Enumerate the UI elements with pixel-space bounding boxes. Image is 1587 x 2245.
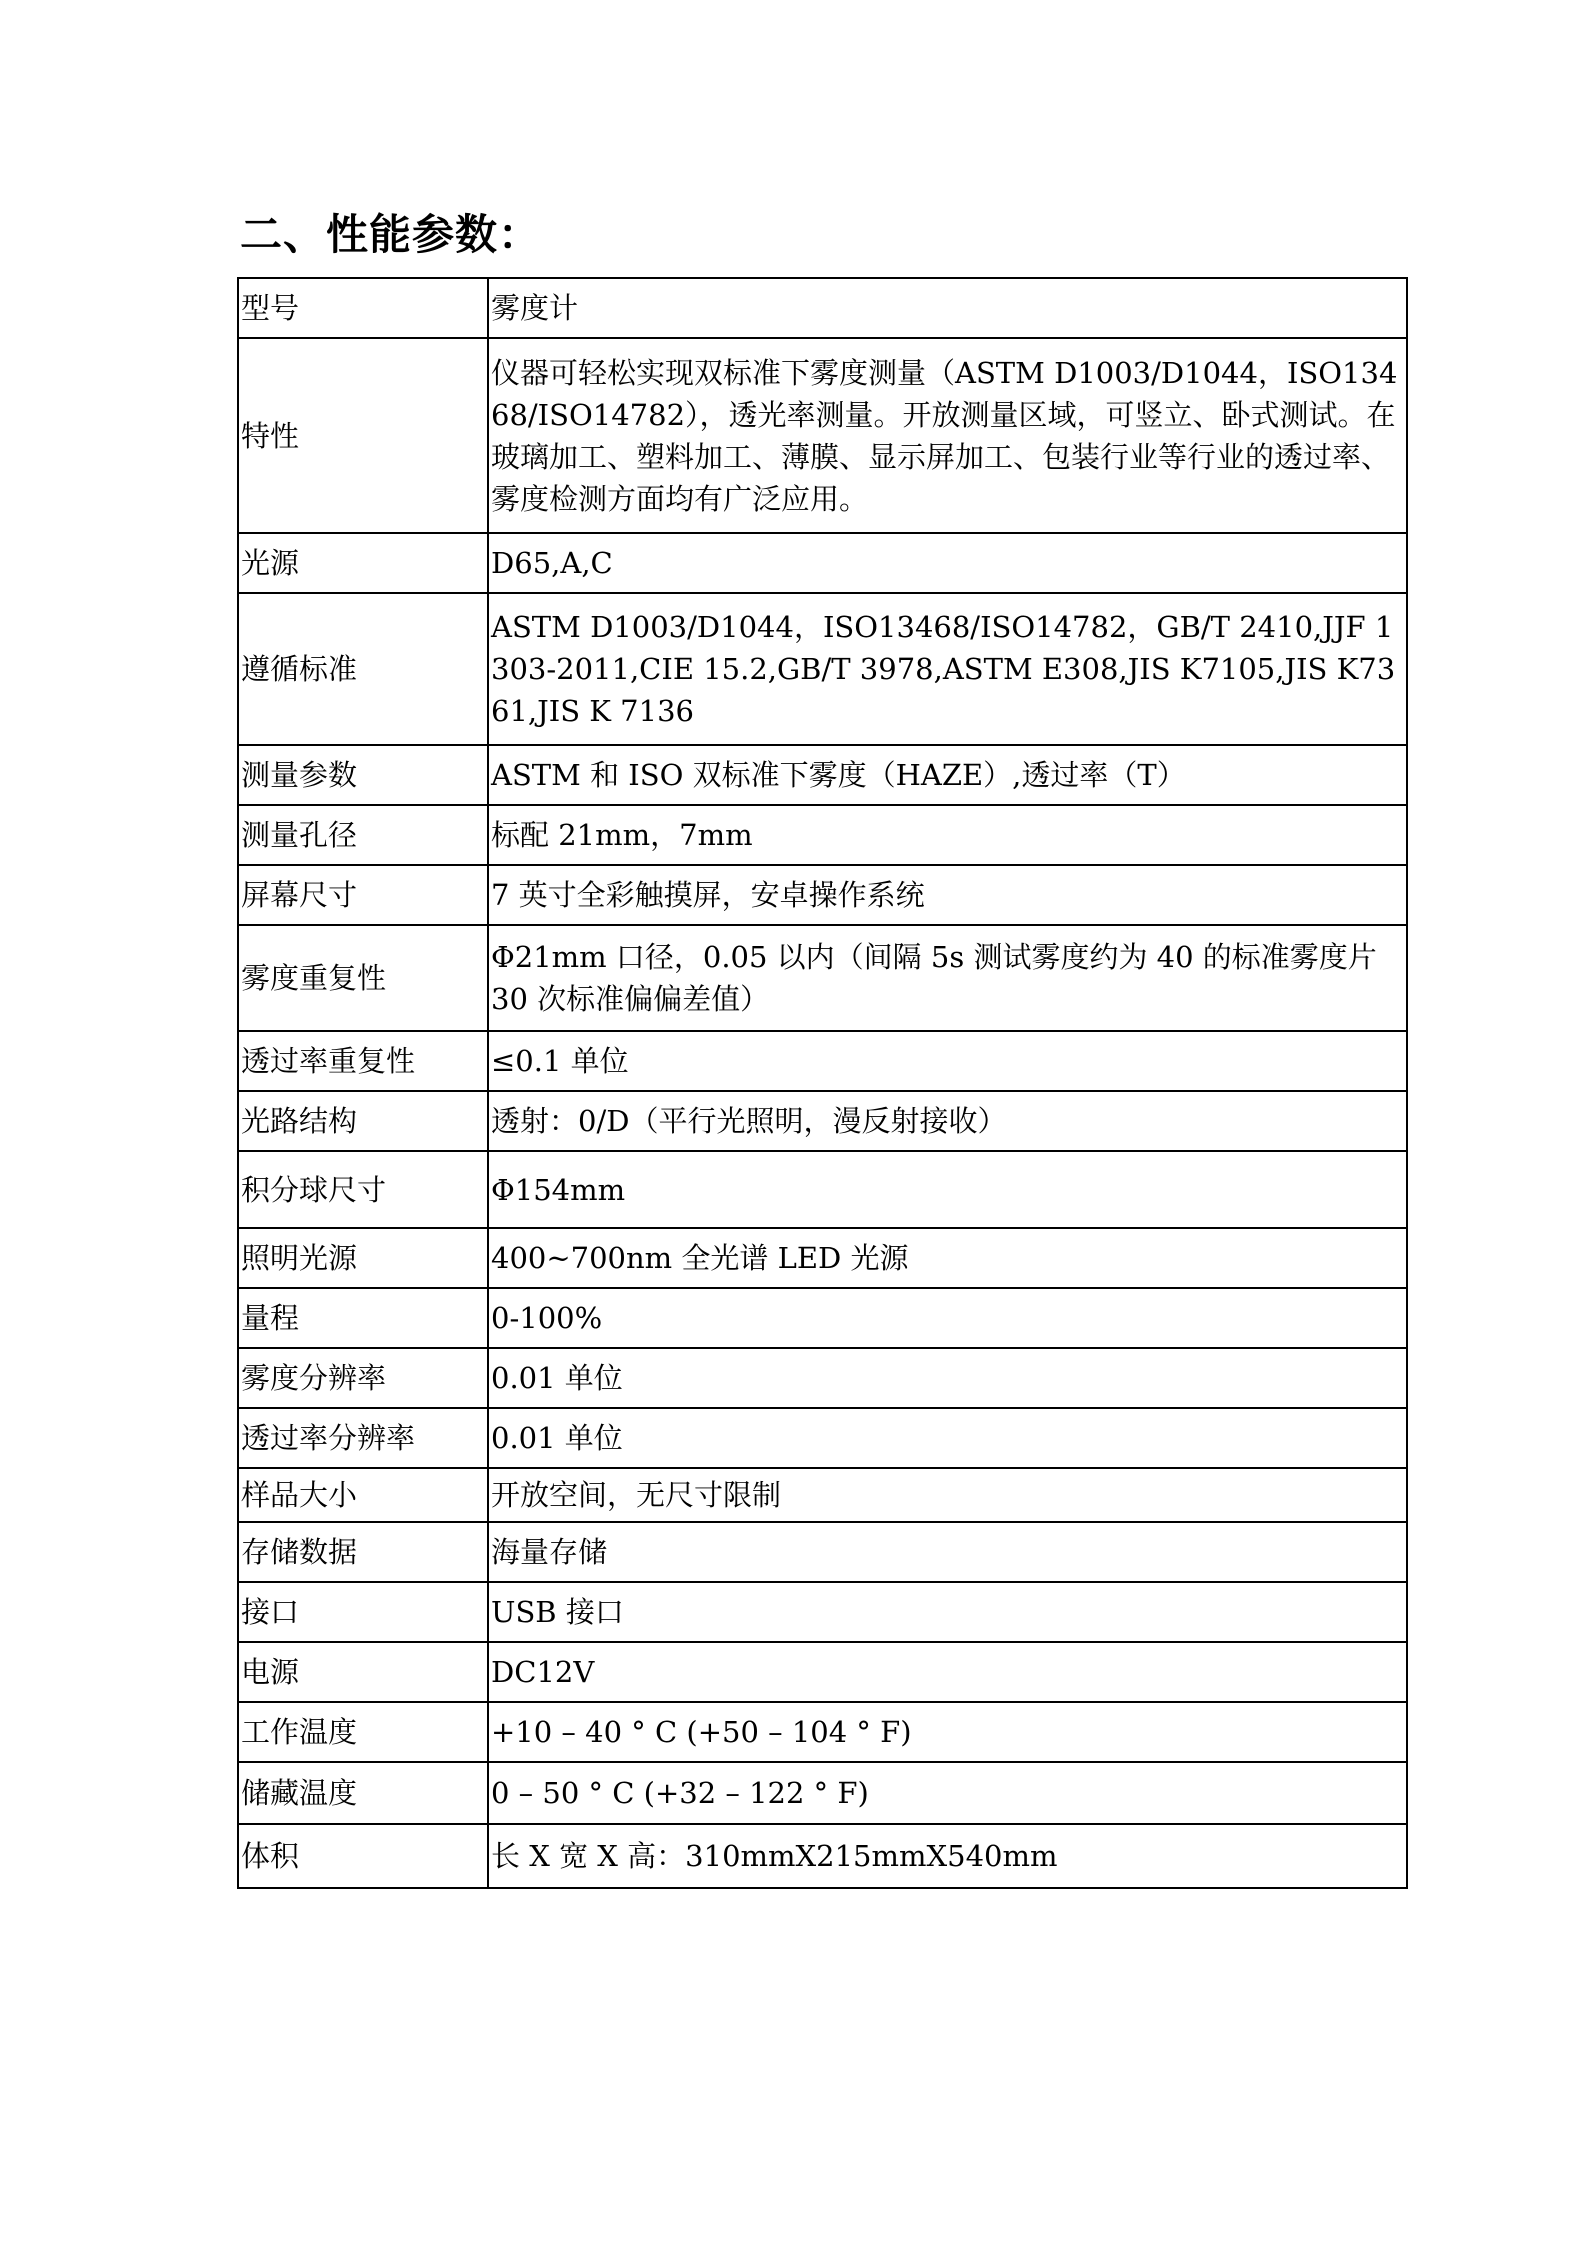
param-label: 光路结构 xyxy=(238,1091,488,1151)
table-row xyxy=(238,1582,1407,1642)
param-label: 积分球尺寸 xyxy=(238,1151,488,1228)
param-value: 标配 21mm，7mm xyxy=(488,805,1407,865)
param-value: 海量存储 xyxy=(488,1522,1407,1582)
spec-table xyxy=(237,277,1408,1889)
param-label: 透过率分辨率 xyxy=(238,1408,488,1468)
table-row xyxy=(238,1228,1407,1288)
param-label: 测量参数 xyxy=(238,745,488,805)
table-row xyxy=(238,593,1407,745)
spec-table-body xyxy=(238,278,1407,1888)
param-value: 0.01 单位 xyxy=(488,1348,1407,1408)
param-label: 遵循标准 xyxy=(238,593,488,745)
table-row xyxy=(238,1151,1407,1228)
param-value: ≤0.1 单位 xyxy=(488,1031,1407,1091)
section-heading: 二、性能参数： xyxy=(240,210,542,259)
param-value: 0-100% xyxy=(488,1288,1407,1348)
table-row xyxy=(238,1702,1407,1762)
table-row xyxy=(238,1824,1407,1888)
param-label: 测量孔径 xyxy=(238,805,488,865)
param-label: 透过率重复性 xyxy=(238,1031,488,1091)
param-value: 仪器可轻松实现双标准下雾度测量（ASTM D1003/D1044，ISO13468/ISO14782），透光率测量。开放测量区域，可竖立、卧式测试。在玻璃加工、塑料加工、薄膜、显示屏加工、包装行业等行业的透过率、雾度检测方面均有广泛应用。 xyxy=(488,338,1407,533)
param-label: 接口 xyxy=(238,1582,488,1642)
table-row xyxy=(238,1468,1407,1522)
table-row xyxy=(238,925,1407,1031)
table-row xyxy=(238,865,1407,925)
param-label: 特性 xyxy=(238,338,488,533)
param-label: 体积 xyxy=(238,1824,488,1888)
param-label: 工作温度 xyxy=(238,1702,488,1762)
param-value: Φ154mm xyxy=(488,1151,1407,1228)
table-row xyxy=(238,1288,1407,1348)
param-value: 7 英寸全彩触摸屏，安卓操作系统 xyxy=(488,865,1407,925)
table-row xyxy=(238,1762,1407,1824)
table-row xyxy=(238,338,1407,533)
param-value: DC12V xyxy=(488,1642,1407,1702)
param-value: 0.01 单位 xyxy=(488,1408,1407,1468)
table-row xyxy=(238,1091,1407,1151)
table-row xyxy=(238,533,1407,593)
param-value: 雾度计 xyxy=(488,278,1407,338)
table-row xyxy=(238,1408,1407,1468)
param-label: 光源 xyxy=(238,533,488,593)
param-label: 屏幕尺寸 xyxy=(238,865,488,925)
table-row xyxy=(238,1642,1407,1702)
param-label: 储藏温度 xyxy=(238,1762,488,1824)
param-label: 型号 xyxy=(238,278,488,338)
param-value: Φ21mm 口径，0.05 以内（间隔 5s 测试雾度约为 40 的标准雾度片 30 次标准偏偏差值） xyxy=(488,925,1407,1031)
param-label: 雾度分辨率 xyxy=(238,1348,488,1408)
table-row xyxy=(238,805,1407,865)
table-row xyxy=(238,1348,1407,1408)
param-label: 电源 xyxy=(238,1642,488,1702)
param-label: 照明光源 xyxy=(238,1228,488,1288)
table-row xyxy=(238,1522,1407,1582)
param-value: 透射：0/D（平行光照明，漫反射接收） xyxy=(488,1091,1407,1151)
param-label: 样品大小 xyxy=(238,1468,488,1522)
param-value: ASTM 和 ISO 双标准下雾度（HAZE）,透过率（T） xyxy=(488,745,1407,805)
param-value: +10 – 40 ° C (+50 – 104 ° F) xyxy=(488,1702,1407,1762)
param-value: 长 X 宽 X 高：310mmX215mmX540mm xyxy=(488,1824,1407,1888)
param-value: ASTM D1003/D1044，ISO13468/ISO14782，GB/T 2410,JJF 1303-2011,CIE 15.2,GB/T 3978,ASTM E308,JIS K7105,JIS K7361,JIS K 7136 xyxy=(488,593,1407,745)
param-value: D65,A,C xyxy=(488,533,1407,593)
table-row xyxy=(238,745,1407,805)
param-value: USB 接口 xyxy=(488,1582,1407,1642)
table-row xyxy=(238,278,1407,338)
table-row xyxy=(238,1031,1407,1091)
param-label: 存储数据 xyxy=(238,1522,488,1582)
param-value: 400~700nm 全光谱 LED 光源 xyxy=(488,1228,1407,1288)
param-value: 0 – 50 ° C (+32 – 122 ° F) xyxy=(488,1762,1407,1824)
param-label: 雾度重复性 xyxy=(238,925,488,1031)
param-value: 开放空间，无尺寸限制 xyxy=(488,1468,1407,1522)
param-label: 量程 xyxy=(238,1288,488,1348)
